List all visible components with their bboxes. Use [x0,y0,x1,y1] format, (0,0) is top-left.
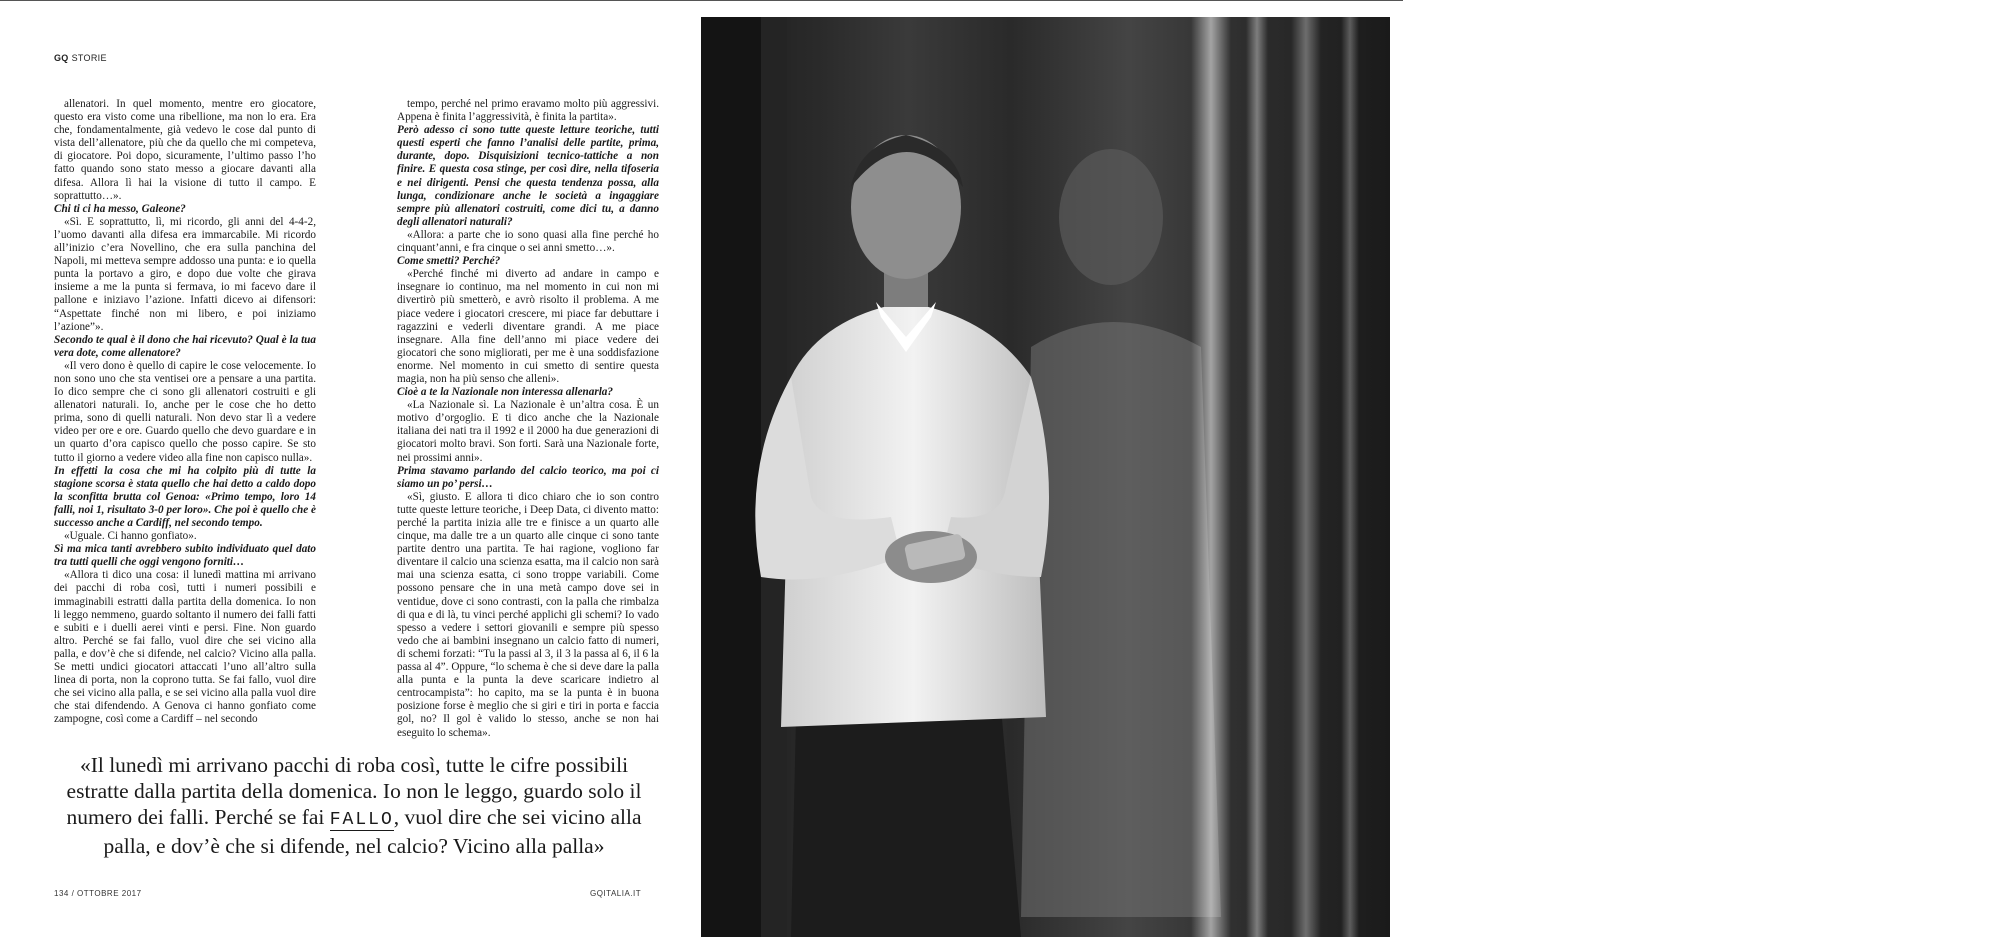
interview-question: Chi ti ci ha messo, Galeone? [54,202,186,215]
top-rule [0,0,1403,1]
interview-answer: tempo, perché nel primo eravamo molto più aggressivi. Appena è finita l’aggressività, è finita la partita». [397,98,659,124]
article-column-right [397,98,659,740]
portrait-photo [701,17,2015,937]
photo-caption [1919,752,2015,884]
photo-credit-first: GIANNI [1978,861,2015,870]
interview-answer: allenatori. In quel momento, mentre ero giocatore, questo era visto come una ribellione, ma non lo era. Era che, fondamentalmente, già vedevo le cose dal punto di vista dell’allenatore, più che da quello che mi competeva, di giocatore. Poi dopo, sicuramente, l’ultimo passo l’ho fatto quando sono stato messo a giocare davanti alla difesa. Allora lì hai la visione di tutto il campo. E soprattutto…». [54,98,316,202]
interview-answer: «Allora ti dico una cosa: il lunedì mattina mi arrivano dei pacchi di roba così, tutti i numeri possibili e immaginabili estratti dalla partita della domenica. Io non li leggo nemmeno, guardo soltanto il numero dei falli fatti e subiti e i duelli aerei vinti e persi. Fine. Non guardo altro. Perché se fai fallo, vuol dire che sei vicino alla palla, e dov’è che si difende, nel calcio? Vicino alla palla. Se metti undici giocatori attaccati l’uno all’altro sulla linea di porta, non la coprono tutta. Se fai fallo, vuol dire che sei vicino alla palla, e se sei vicino alla palla vuol dire che stai difendendo. A Genova ci hanno gonfiato come zampogne, così come a Cardiff – nel secondo [54,569,316,726]
interview-answer: «Il vero dono è quello di capire le cose velocemente. Io non sono uno che sta ventisei ore a pensare a una partita. Io dico sempre che ci sono gli allenatori costruiti e gli allenatori naturali. Io, anche per le cose che ho detto prima, sono di quelli naturali. Non devo star lì a vedere video per ore e ore. Guardo quello che devo guardare e in un quarto d’ora capisco quello che posso capire. Se sto tutto il giorno a vedere video alla fine non capisco nulla». [54,359,316,464]
section-name: STORIE [71,53,107,63]
portrait-illustration [701,17,1390,937]
article-column-left [54,98,316,727]
pull-quote-text-after: , vuol dire che sei vicino alla palla, e dov’è che si difende, nel calcio? Vicino alla palla» [103,805,642,858]
section-label [54,53,107,63]
interview-question: Secondo te qual è il dono che hai ricevuto? Qual è la tua vera dote, come allenatore? [54,333,316,359]
interview-question: Però adesso ci sono tutte queste letture teoriche, tutti questi esperti che fanno l’analisi delle partite, prima, durante, dopo. Disquisizioni tecnico-tattiche a non finire. E questa cosa stinge, per così dire, nella tifoseria e nei dirigenti. Pensi che questa tendenza possa, alla lunga, condizionare anche le società a ingaggiare sempre più allenatori costruiti, come dici tu, a danno degli allenatori naturali? [397,124,659,228]
interview-answer: «Sì, giusto. E allora ti dico chiaro che io son contro tutte queste letture teoriche, i Deep Data, ci divento matto: perché la partita inizia alle tre e finisce a un quarto alle cinque, ma dalle tre a un quarto alle cinque ci sono tante partite dentro una partita. Te hai ragione, vogliono far diventare il calcio una scienza esatta, ma il calcio non sarà mai una scienza esatta, ci sono troppe variabili. Come possono pensare che in una metà campo dove sei in ventidue, dove ci sono contrasti, con la palla che rimbalza di qua e di là, tu vinci perché applichi gli schemi? Io vado spesso a vedere i settori giovanili e sempre più spesso vedo che ai bambini insegnano un calcio fatto di numeri, di schemi forzati: “Tu la passi al 3, il 3 la passa al 6, il 6 la passa al 4”. Oppure, “lo schema è che si deve dare la palla alla punta e la punta la deve scaricare indietro al centrocampista”: ho capito, ma se la punta è in buona posizione forse è meglio che si giri e tiri in porta e faccia gol, no? Il gol è valido lo stesso, anche se non hai eseguito lo schema». [397,490,659,739]
pull-quote-text-before: «Il lunedì mi arrivano pacchi di roba così, tutte le cifre possibili estratte dalla partita della domenica. Io non le leggo, guardo solo il numero dei falli. Perché se fai [66,753,642,829]
interview-answer: «La Nazionale sì. La Nazionale è un’altra cosa. È un motivo d’orgoglio. E ti dico anche che la Nazionale italiana dei nati tra il 1992 e il 2000 ha due generazioni di giocatori molto bravi. Son forti. Sarà una Nazionale forte, nei prossimi anni». [397,399,659,464]
interview-answer: «Allora: a parte che io sono quasi alla fine perché ho cinquant’anni, e fra cinque o sei anni smetto…». [397,228,659,255]
caption-text: Dalla C2 alla serie A: prima della Juventus, Massimiliano Allegri ha allenato, nell’ordine, Aglianese, SPAL, Grosseto, Sassuolo, Cagliari e Milan (2010-2014). Camicia e pantaloni [1923,753,2015,859]
photo-credit-last: MARIGLIANO [1948,873,2015,882]
interview-question: Prima stavamo parlando del calcio teorico, ma poi ci siamo un po’ persi… [397,464,659,490]
interview-answer: «Perché finché mi diverto ad andare in campo e insegnare io continuo, ma nel momento in cui non mi divertirò più smetterò, e avrò risolto il problema. A me piace vedere i giocatori crescere, mi piace far debuttare i ragazzini e vederli diventare grandi. A me piace insegnare. Alla fine dell’anno mi piace vedere dei giocatori che sono migliorati, per me è una soddisfazione enorme. Nel momento in cui smetto di sentire questa magia, non ha più senso che alleni». [397,268,659,385]
site-url: GQITALIA.IT [590,889,642,898]
interview-question: In effetti la cosa che mi ha colpito più di tutte la stagione scorsa è stata quello che hai detto a caldo dopo la sconfitta brutta col Genoa: «Primo tempo, loro 14 falli, noi 1, risultato 3-0 per loro». Che poi è quello che è successo anche a Cardiff, nel secondo tempo. [54,464,316,529]
interview-question: Sì ma mica tanti avrebbero subito individuato quel dato tra tutti quelli che oggi vengono forniti… [54,543,316,569]
interview-answer: «Uguale. Ci hanno gonfiato». [64,530,197,543]
pull-quote-emphasis: FALLO [329,810,394,830]
pull-quote [64,752,644,859]
gq-logo: GQ [54,53,69,63]
page-folio: 134 / OTTOBRE 2017 [54,889,142,898]
interview-question: Cioè a te la Nazionale non interessa allenarla? [397,386,613,399]
interview-answer: «Sì. E soprattutto, lì, mi ricordo, gli anni del 4-4-2, l’uomo davanti alla difesa era immarcabile. Mi ricordo all’inizio c’era Novellino, che era sulla panchina del Napoli, mi metteva sempre addosso una punta: e io quella punta la portavo a giro, e dopo due volte che girava insieme a me la punta si fermava, io mi facevo dare il pallone e iniziavo l’azione. Infatti dicevo ai difensori: “Aspettate finché non mi libero, e poi iniziamo l’azione”». [54,215,316,333]
interview-question: Come smetti? Perché? [397,255,501,268]
